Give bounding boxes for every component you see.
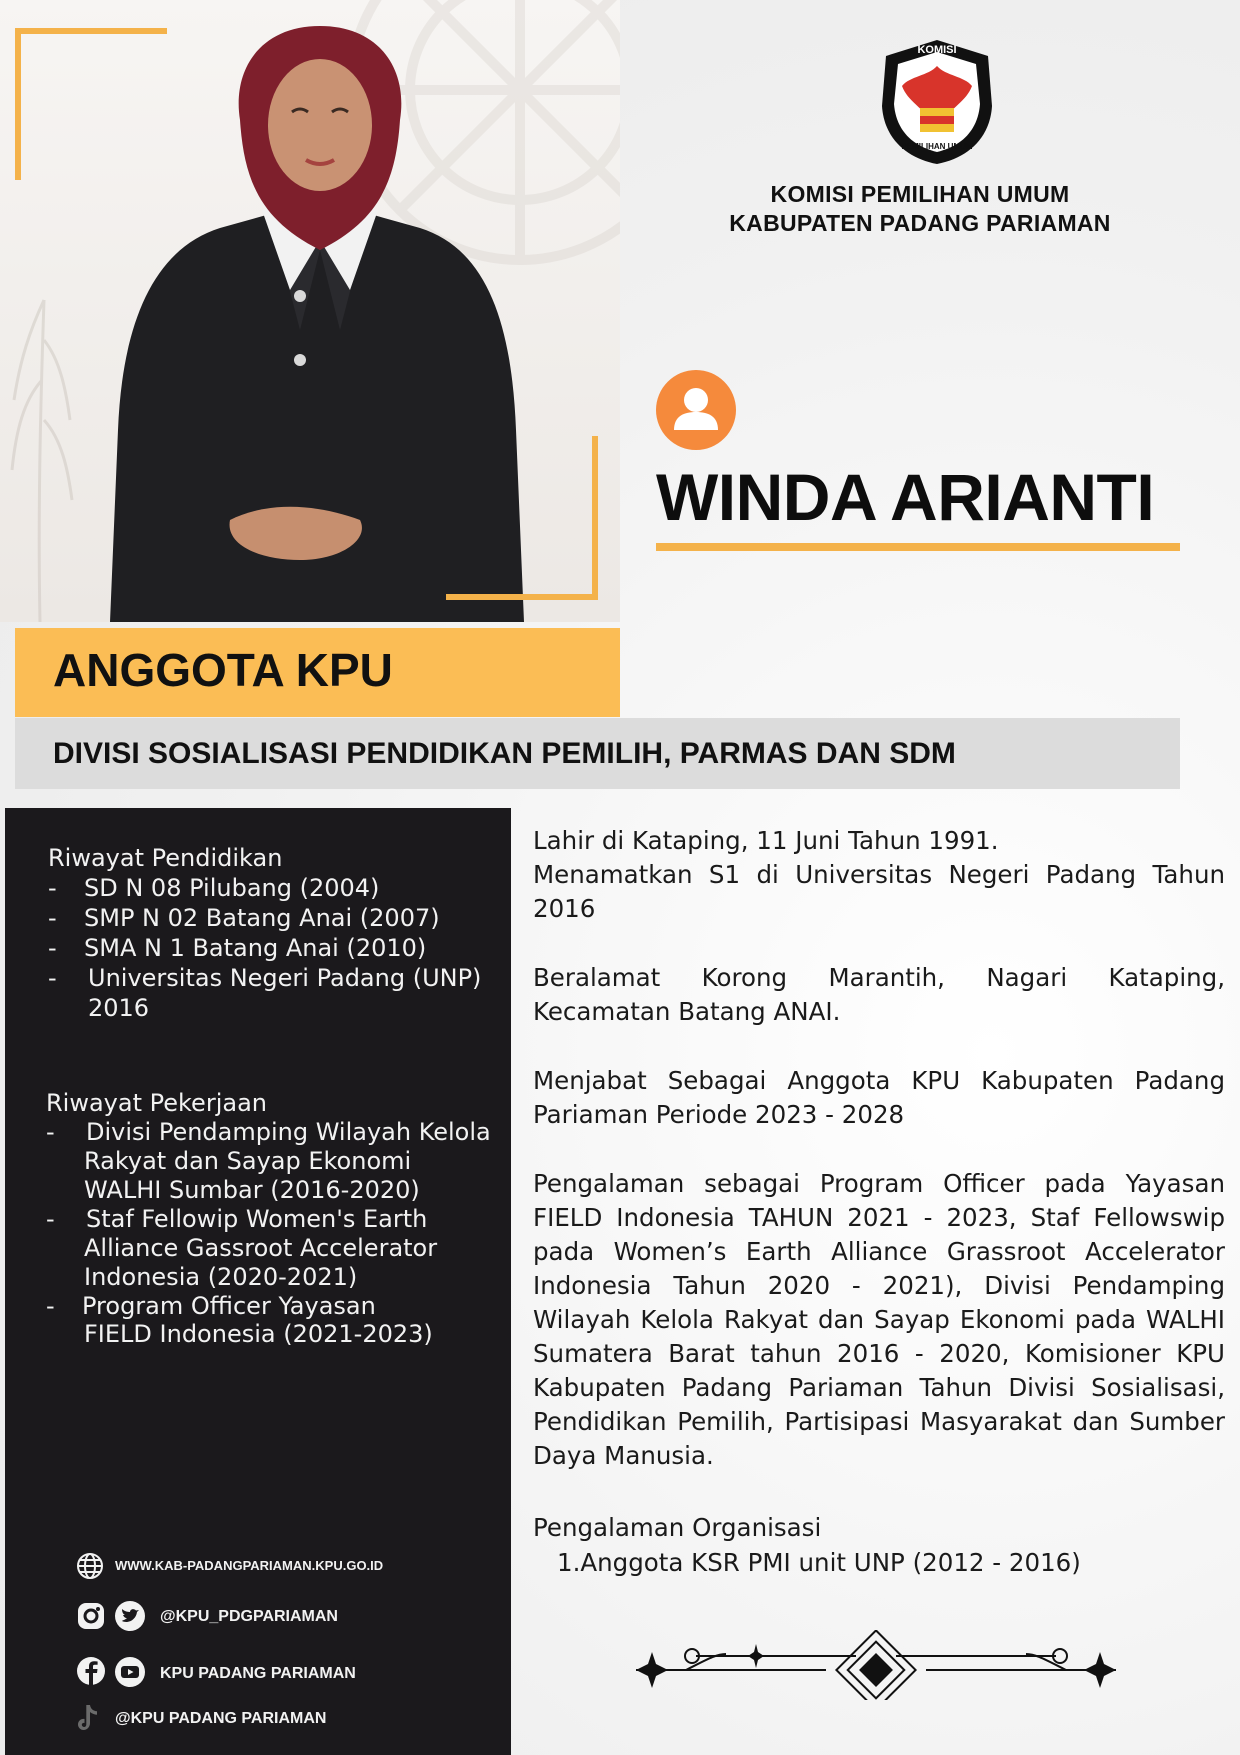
education-dash: - xyxy=(48,904,57,932)
bio-org-title: Pengalaman Organisasi xyxy=(533,1513,822,1542)
tiktok-icon[interactable] xyxy=(76,1703,102,1733)
education-item: Universitas Negeri Padang (UNP) xyxy=(88,964,482,992)
bio-experience: Pengalaman sebagai Program Officer pada Yayasan FIELD Indonesia TAHUN 2021 - 2023, Staf Fellowswip pada Women’s Earth Alliance Grassroot Accelerator Indonesia Tahun 2020 - 2021), Divisi Pendamping Wilayah Kelola Rakyat dan Sayap Ekonomi pada WALHI Sumatera Barat tahun 2016 - 2020, Komisioner KPU Kabupaten Padang Pariaman Tahun Divisi Sosialisasi, Pendidikan Pemilih, Partisipasi Masyarakat dan Sumber Daya Manusia. xyxy=(533,1169,1225,1470)
education-item: SMA N 1 Batang Anai (2010) xyxy=(84,934,427,962)
org-line-1: KOMISI PEMILIHAN UMUM xyxy=(770,181,1070,207)
person-icon xyxy=(656,370,736,450)
decorative-divider xyxy=(626,1630,1126,1700)
youtube-icon[interactable] xyxy=(114,1656,146,1688)
instagram-icon[interactable] xyxy=(76,1601,106,1631)
kpu-logo xyxy=(876,36,998,166)
bio-address: Beralamat Korong Marantih, Nagari Kataping, Kecamatan Batang ANAI. xyxy=(533,963,1225,1026)
work-item: Staf Fellowip Women's Earth xyxy=(86,1205,428,1233)
logo-text-bottom: PEMILIHAN UMUM xyxy=(901,142,973,151)
bio-birth: Lahir di Kataping, 11 Juni Tahun 1991. xyxy=(533,826,999,855)
work-item-cont: WALHI Sumbar (2016-2020) xyxy=(84,1176,420,1204)
organization-name xyxy=(640,180,1200,238)
work-dash: - xyxy=(46,1292,55,1320)
person-name: WINDA ARIANTI xyxy=(656,460,1155,534)
name-underline xyxy=(656,543,1180,551)
education-dash: - xyxy=(48,964,57,992)
bio-position: Menjabat Sebagai Anggota KPU Kabupaten Padang Pariaman Periode 2023 - 2028 xyxy=(533,1066,1225,1129)
facebook-icon[interactable] xyxy=(76,1656,106,1686)
education-item: SMP N 02 Batang Anai (2007) xyxy=(84,904,440,932)
work-item-cont: Rakyat dan Sayap Ekonomi xyxy=(84,1147,412,1175)
education-dash: - xyxy=(48,934,57,962)
logo-text-top: KOMISI xyxy=(917,44,957,56)
work-item-cont: Alliance Gassroot Accelerator xyxy=(84,1234,438,1262)
facebook-youtube-handle[interactable]: KPU PADANG PARIAMAN xyxy=(160,1665,356,1682)
work-item-cont: FIELD Indonesia (2021-2023) xyxy=(84,1320,433,1348)
globe-icon xyxy=(76,1552,104,1580)
org-line-2: KABUPATEN PADANG PARIAMAN xyxy=(729,210,1111,236)
division-title: DIVISI SOSIALISASI PENDIDIKAN PEMILIH, PARMAS DAN SDM xyxy=(53,737,956,770)
decorative-corner-bottom-right xyxy=(446,436,598,600)
work-item-cont: Indonesia (2020-2021) xyxy=(84,1263,358,1291)
role-title: ANGGOTA KPU xyxy=(53,644,393,696)
education-dash: - xyxy=(48,874,57,902)
work-dash: - xyxy=(46,1118,55,1146)
education-item-cont: 2016 xyxy=(88,994,150,1022)
tiktok-handle[interactable]: @KPU PADANG PARIAMAN xyxy=(115,1710,327,1727)
work-item: Divisi Pendamping Wilayah Kelola xyxy=(86,1118,491,1146)
work-item: Program Officer Yayasan xyxy=(82,1292,376,1320)
twitter-icon[interactable] xyxy=(114,1600,146,1632)
social-handle[interactable]: @KPU_PDGPARIAMAN xyxy=(160,1608,338,1625)
work-dash: - xyxy=(46,1205,55,1233)
education-title: Riwayat Pendidikan xyxy=(48,844,283,872)
bio-org-item: 1.Anggota KSR PMI unit UNP (2012 - 2016) xyxy=(557,1548,1081,1577)
profile-photo xyxy=(0,0,620,622)
bio-study: Menamatkan S1 di Universitas Negeri Padang Tahun 2016 xyxy=(533,860,1225,923)
website-link[interactable]: WWW.KAB-PADANGPARIAMAN.KPU.GO.ID xyxy=(115,1558,384,1573)
work-title: Riwayat Pekerjaan xyxy=(46,1089,267,1117)
education-item: SD N 08 Pilubang (2004) xyxy=(84,874,380,902)
decorative-corner-top-left xyxy=(15,28,167,180)
